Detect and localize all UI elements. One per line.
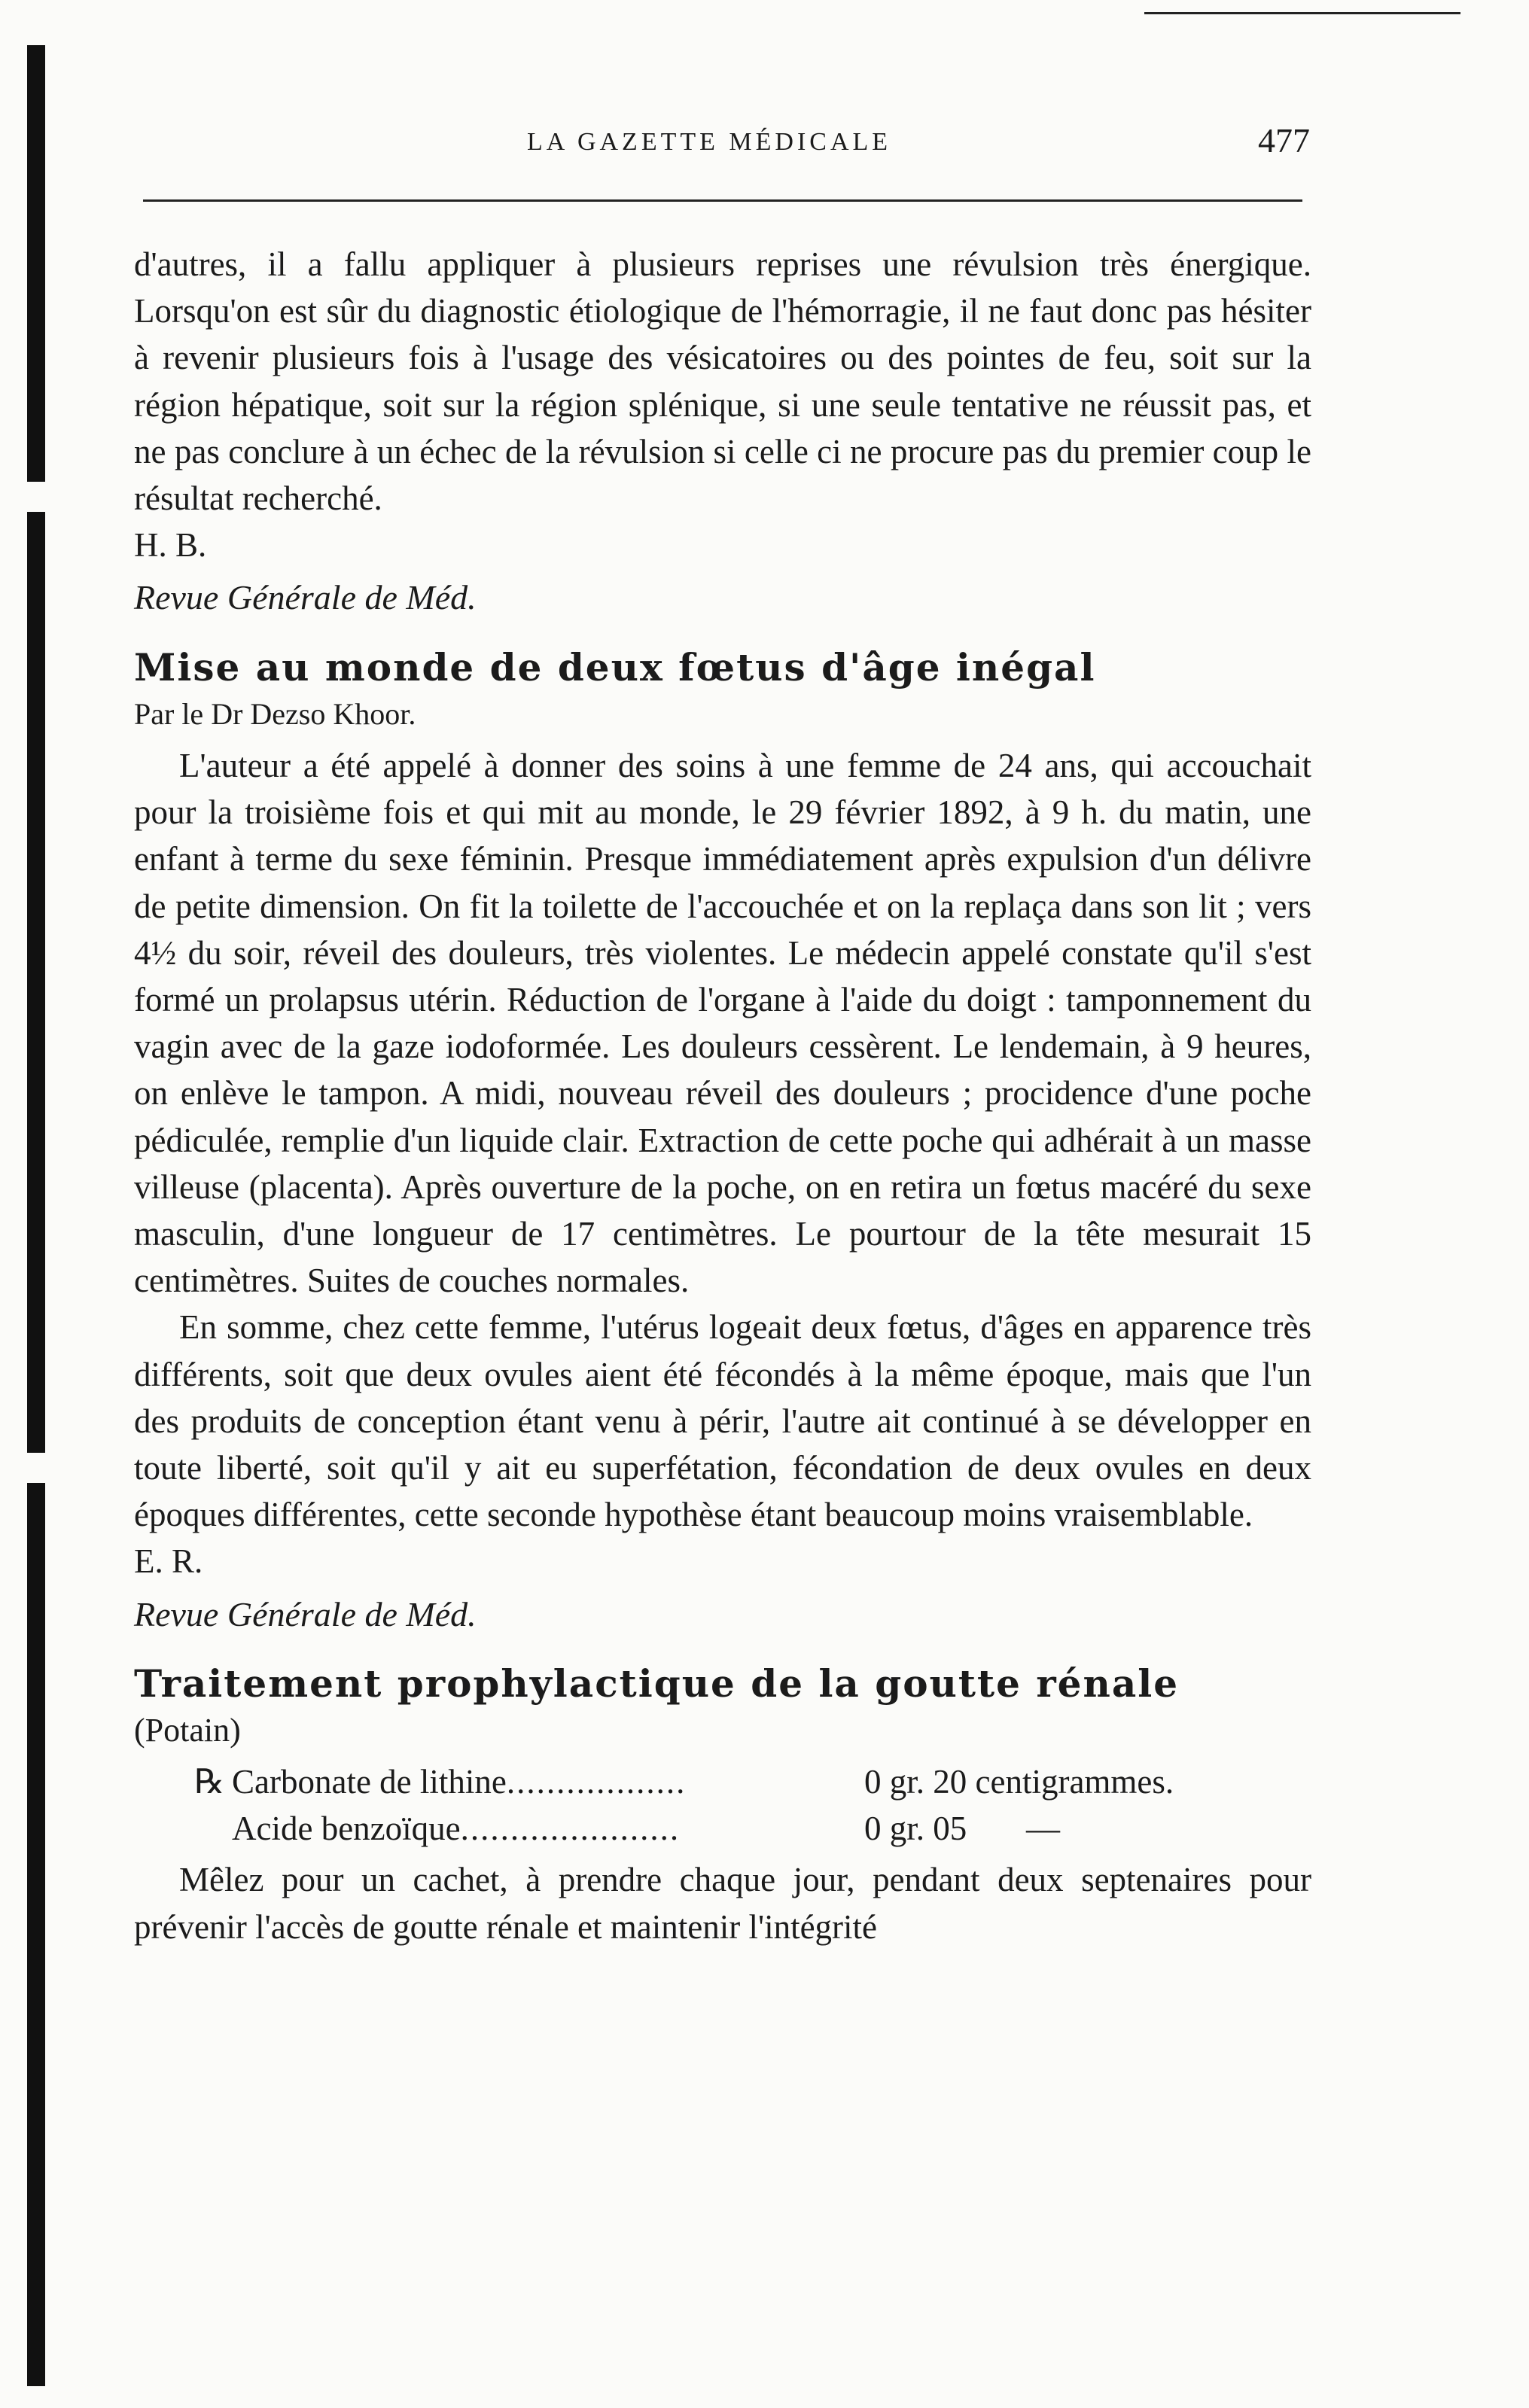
author-initials: E. R. <box>134 1542 203 1581</box>
ingredient-name: Carbonate de lithine <box>232 1763 507 1801</box>
source-citation: Revue Générale de Méd. <box>134 1594 477 1633</box>
running-title: LA GAZETTE MÉDICALE <box>527 128 892 156</box>
leader-dots: ...................... <box>460 1810 681 1848</box>
page-number: 477 <box>1258 121 1310 160</box>
article-paragraph: L'auteur a été appelé à donner des soins à une femme de 24 ans, qui accouchait pour la troisième fois et qui mit au monde, le 29 février 1892, à 9 h. du matin, une enfant à terme du sexe féminin. Presque immédiatement après expulsion d'un délivre de petite dimension. On fit la toilette de l'accouchée et on la replaça dans son lit ; vers 4½ du soir, réveil des douleurs, très violentes. Le médecin appelé constate qu'il s'est formé un prolapsus utérin. Réduction de l'organe à l'aide du doigt : tamponnement du vagin avec de la gaze iodoformée. Les douleurs cessèrent. Le lendemain, à 9 heures, on enlève le tampon. A midi, nouveau réveil des douleurs ; procidence d'une poche pédiculée, remplie d'un liquide clair. Extraction de cette poche qui adhérait à un masse villeuse (placenta). Après ouverture de la poche, on en retira un fœtus macéré du sexe masculin, d'une longueur de 17 centimètres. Le pourtour de la tête mesurait 15 centimètres. Suites de couches normales. <box>134 747 1311 1300</box>
article-title: Traitement prophylactique de la goutte rénale <box>134 1661 1180 1706</box>
ingredient-dose: 0 gr. 20 centigrammes. <box>864 1763 1174 1801</box>
binding-gap <box>27 482 45 512</box>
prescription-symbol: ℞ <box>194 1763 225 1801</box>
leader-dots: .................. <box>506 1763 687 1801</box>
article-author: (Potain) <box>134 1712 241 1749</box>
article-paragraph: En somme, chez cette femme, l'utérus logeait deux fœtus, d'âges en apparence très différents, soit que deux ovules aient été fécondés à la même époque, mais que l'un des produits de conception étant venu à périr, l'autre ait continué à se développer en toute liberté, soit qu'il y ait eu superfétation, fécondation de deux ovules en deux époques différentes, cette seconde hypothèse étant beaucoup moins vraisemblable. <box>134 1308 1311 1534</box>
prescription-table <box>194 1758 1301 1852</box>
article-title: Mise au monde de deux fœtus d'âge inégal <box>134 644 1096 690</box>
ingredient-dose: 0 gr. 05 — <box>864 1810 1061 1848</box>
article-paragraph: Mêlez pour un cachet, à prendre chaque jour, pendant deux septenaires pour prévenir l'accès de goutte rénale et maintenir l'intégrité <box>134 1861 1311 1946</box>
header-rule <box>143 199 1302 202</box>
top-edge-rule <box>1144 12 1460 14</box>
prescription-row <box>194 1805 1301 1852</box>
continued-paragraph: d'autres, il a fallu appliquer à plusieurs reprises une révulsion très énergique. Lorsqu'on est sûr du diagnostic étiologique de l'hémorragie, il ne faut donc pas hésiter à revenir plusieurs fois à l'usage des vésicatoires ou des pointes de feu, soit sur la région hépatique, soit sur la région splénique, si une seule tentative ne réussit pas, et ne pas conclure à un échec de la révulsion si celle ci ne procure pas du premier coup le résultat recherché. <box>134 245 1311 518</box>
prescription-row <box>194 1758 1301 1805</box>
page-header <box>136 120 1310 166</box>
article-byline: Par le Dr Dezso Khoor. <box>134 696 416 731</box>
author-initials: H. B. <box>134 526 207 565</box>
page-content <box>134 241 1311 1950</box>
book-binding-edge <box>27 45 45 2386</box>
source-citation: Revue Générale de Méd. <box>134 578 477 617</box>
binding-gap <box>27 1453 45 1483</box>
ingredient-name: Acide benzoïque <box>232 1810 461 1848</box>
